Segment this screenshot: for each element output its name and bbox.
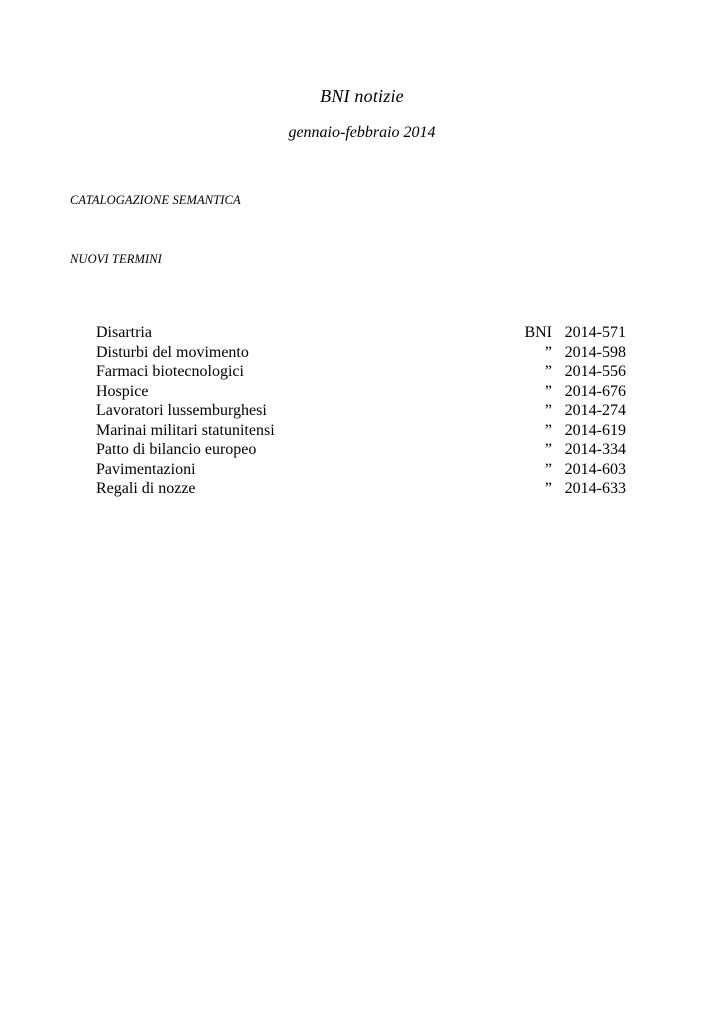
term-source: ” xyxy=(544,343,552,361)
term-row xyxy=(96,323,626,343)
terms-list xyxy=(96,323,626,499)
term-code: 2014-334 xyxy=(564,441,626,458)
term-code: 2014-274 xyxy=(564,402,626,419)
term-name: Hospice xyxy=(96,382,149,400)
term-row xyxy=(96,479,626,499)
term-code: 2014-598 xyxy=(564,343,626,361)
term-name: Disturbi del movimento xyxy=(96,343,249,361)
term-source: BNI xyxy=(524,324,552,341)
section-heading-nuovi-termini: NUOVI TERMINI xyxy=(70,252,162,266)
term-source: ” xyxy=(544,402,552,419)
term-row xyxy=(96,401,626,421)
term-source: ” xyxy=(544,441,552,458)
term-name: Regali di nozze xyxy=(96,480,196,497)
term-name: Lavoratori lussemburghesi xyxy=(96,402,267,419)
term-row xyxy=(96,343,626,363)
term-source: ” xyxy=(544,460,552,478)
term-code: 2014-633 xyxy=(564,480,626,497)
term-code: 2014-571 xyxy=(564,324,626,341)
term-source: ” xyxy=(544,480,552,497)
term-row xyxy=(96,382,626,402)
term-name: Disartria xyxy=(96,324,152,341)
term-source: ” xyxy=(544,421,552,439)
term-name: Farmaci biotecnologici xyxy=(96,363,244,380)
term-code: 2014-676 xyxy=(564,382,626,400)
page-title: BNI notizie xyxy=(320,86,404,106)
term-row xyxy=(96,440,626,460)
term-name: Pavimentazioni xyxy=(96,460,196,478)
term-code: 2014-556 xyxy=(564,363,626,380)
term-row xyxy=(96,362,626,382)
term-row xyxy=(96,460,626,480)
section-heading-catalogazione: CATALOGAZIONE SEMANTICA xyxy=(70,193,241,207)
term-row xyxy=(96,421,626,441)
term-code: 2014-603 xyxy=(564,460,626,478)
term-source: ” xyxy=(544,363,552,380)
term-name: Patto di bilancio europeo xyxy=(96,441,257,458)
page-subtitle: gennaio-febbraio 2014 xyxy=(288,124,436,141)
term-code: 2014-619 xyxy=(564,421,626,439)
term-name: Marinai militari statunitensi xyxy=(96,421,275,439)
term-source: ” xyxy=(544,382,552,400)
